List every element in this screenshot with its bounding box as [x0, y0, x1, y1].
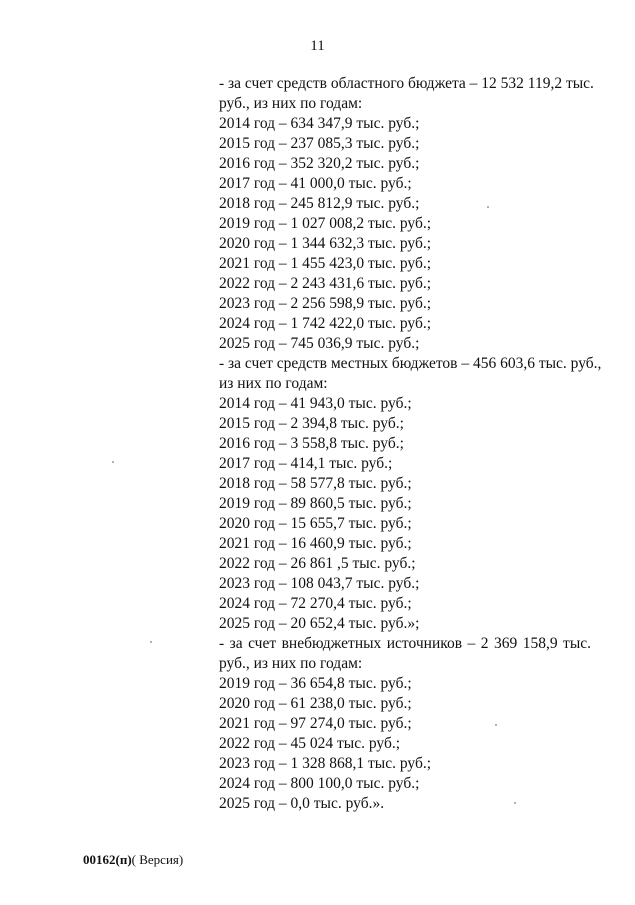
funding-text	[219, 74, 602, 814]
extrabudgetary-year-2025: 2025 год – 0,0 тыс. руб.».	[219, 795, 385, 812]
regional-year-2022: 2022 год – 2 243 431,6 тыс. руб.;	[219, 275, 432, 292]
document-footer	[83, 851, 183, 869]
regional-year-2015: 2015 год – 237 085,3 тыс. руб.;	[219, 135, 420, 152]
scan-speck	[487, 206, 489, 208]
scan-speck	[112, 461, 114, 463]
extrabudgetary-year-2019: 2019 год – 36 654,8 тыс. руб.;	[219, 675, 412, 692]
extrabudgetary-intro-continued: руб., из них по годам:	[219, 655, 363, 672]
local-year-2022: 2022 год – 26 861 ,5 тыс. руб.;	[219, 555, 416, 572]
local-year-2023: 2023 год – 108 043,7 тыс. руб.;	[219, 575, 420, 592]
regional-year-2014: 2014 год – 634 347,9 тыс. руб.;	[219, 115, 420, 132]
local-budgets-intro: - за счет средств местных бюджетов – 456 603,6 тыс. руб.,	[219, 355, 602, 372]
local-year-2025: 2025 год – 20 652,4 тыс. руб.»;	[219, 615, 420, 632]
extrabudgetary-year-2021: 2021 год – 97 274,0 тыс. руб.;	[219, 715, 412, 732]
local-year-2017: 2017 год – 414,1 тыс. руб.;	[219, 455, 393, 472]
extrabudgetary-section	[219, 634, 591, 814]
regional-year-2023: 2023 год – 2 256 598,9 тыс. руб.;	[219, 295, 432, 312]
regional-year-2020: 2020 год – 1 344 632,3 тыс. руб.;	[219, 235, 432, 252]
regional-year-2025: 2025 год – 745 036,9 тыс. руб.;	[219, 335, 420, 352]
document-code: 00162(п)	[83, 852, 132, 867]
extrabudgetary-year-2024: 2024 год – 800 100,0 тыс. руб.;	[219, 775, 420, 792]
local-year-2014: 2014 год – 41 943,0 тыс. руб.;	[219, 395, 412, 412]
local-year-2015: 2015 год – 2 394,8 тыс. руб.;	[219, 415, 404, 432]
local-year-2021: 2021 год – 16 460,9 тыс. руб.;	[219, 535, 412, 552]
page-number: 11	[310, 38, 325, 54]
regional-year-2018: 2018 год – 245 812,9 тыс. руб.;	[219, 195, 420, 212]
extrabudgetary-intro: - за счет внебюджетных источников – 2 369 158,9 тыс.	[219, 635, 591, 652]
extrabudgetary-year-2022: 2022 год – 45 024 тыс. руб.;	[219, 735, 401, 752]
scan-speck	[495, 724, 497, 726]
regional-year-2021: 2021 год – 1 455 423,0 тыс. руб.;	[219, 255, 432, 272]
scan-speck	[150, 641, 152, 643]
local-budgets-section	[219, 354, 602, 634]
local-year-2016: 2016 год – 3 558,8 тыс. руб.;	[219, 435, 404, 452]
regional-budget-intro-continued: руб., из них по годам:	[219, 95, 363, 112]
local-year-2019: 2019 год – 89 860,5 тыс. руб.;	[219, 495, 412, 512]
regional-budget-intro: - за счет средств областного бюджета – 12 532 119,2 тыс.	[219, 75, 594, 92]
regional-year-2016: 2016 год – 352 320,2 тыс. руб.;	[219, 155, 420, 172]
local-budgets-intro-continued: из них по годам:	[219, 375, 328, 392]
document-version: ( Версия)	[131, 852, 184, 867]
extrabudgetary-year-2023: 2023 год – 1 328 868,1 тыс. руб.;	[219, 755, 432, 772]
regional-year-2017: 2017 год – 41 000,0 тыс. руб.;	[219, 175, 412, 192]
local-year-2018: 2018 год – 58 577,8 тыс. руб.;	[219, 475, 412, 492]
local-year-2020: 2020 год – 15 655,7 тыс. руб.;	[219, 515, 412, 532]
scan-speck	[514, 802, 516, 804]
local-year-2024: 2024 год – 72 270,4 тыс. руб.;	[219, 595, 412, 612]
extrabudgetary-year-2020: 2020 год – 61 238,0 тыс. руб.;	[219, 695, 412, 712]
regional-budget-section	[219, 74, 594, 354]
regional-year-2019: 2019 год – 1 027 008,2 тыс. руб.;	[219, 215, 432, 232]
regional-year-2024: 2024 год – 1 742 422,0 тыс. руб.;	[219, 315, 432, 332]
